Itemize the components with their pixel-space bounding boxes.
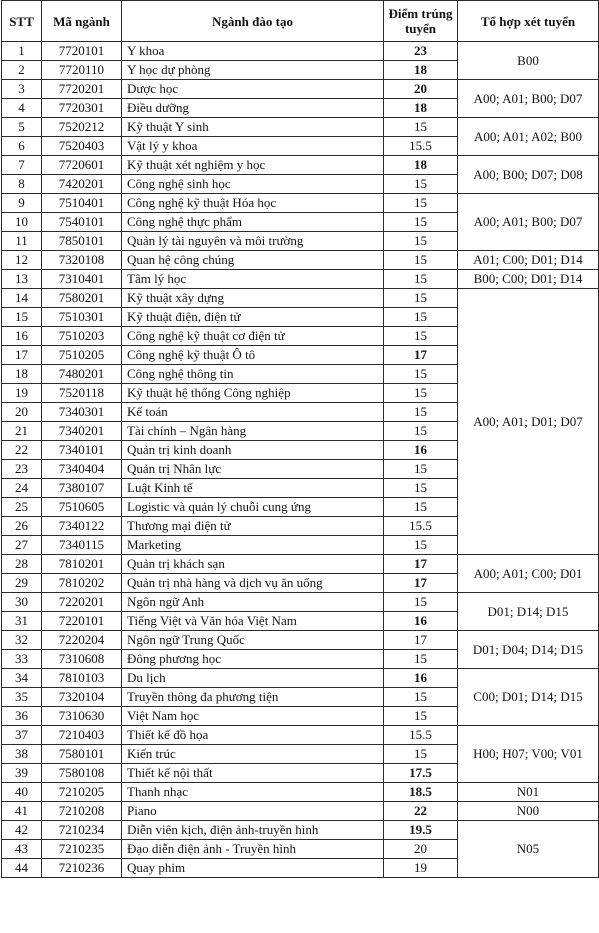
ma-nganh-cell: 7580108 <box>42 764 122 783</box>
header-nganh-dao-tao: Ngành đào tạo <box>122 1 384 42</box>
diem-cell: 16 <box>384 669 458 688</box>
diem-cell: 15 <box>384 308 458 327</box>
stt-cell: 32 <box>2 631 42 650</box>
nganh-cell: Việt Nam học <box>122 707 384 726</box>
ma-nganh-cell: 7580101 <box>42 745 122 764</box>
stt-cell: 30 <box>2 593 42 612</box>
ma-nganh-cell: 7310630 <box>42 707 122 726</box>
ma-nganh-cell: 7720101 <box>42 42 122 61</box>
table-row <box>2 669 599 688</box>
table-row <box>2 555 599 574</box>
diem-cell: 18 <box>384 99 458 118</box>
ma-nganh-cell: 7720601 <box>42 156 122 175</box>
stt-cell: 1 <box>2 42 42 61</box>
stt-cell: 12 <box>2 251 42 270</box>
stt-cell: 19 <box>2 384 42 403</box>
to-hop-cell: D01; D14; D15 <box>458 593 599 631</box>
to-hop-cell: A00; A01; A02; B00 <box>458 118 599 156</box>
nganh-cell: Tâm lý học <box>122 270 384 289</box>
table-row <box>2 631 599 650</box>
diem-cell: 17 <box>384 555 458 574</box>
ma-nganh-cell: 7520403 <box>42 137 122 156</box>
diem-cell: 17 <box>384 574 458 593</box>
table-row <box>2 251 599 270</box>
ma-nganh-cell: 7210403 <box>42 726 122 745</box>
stt-cell: 6 <box>2 137 42 156</box>
to-hop-cell: A00; B00; D07; D08 <box>458 156 599 194</box>
nganh-cell: Quản lý tài nguyên và môi trường <box>122 232 384 251</box>
diem-cell: 22 <box>384 802 458 821</box>
diem-cell: 17 <box>384 631 458 650</box>
to-hop-cell: H00; H07; V00; V01 <box>458 726 599 783</box>
ma-nganh-cell: 7380107 <box>42 479 122 498</box>
diem-cell: 15.5 <box>384 726 458 745</box>
ma-nganh-cell: 7210234 <box>42 821 122 840</box>
nganh-cell: Điều dưỡng <box>122 99 384 118</box>
nganh-cell: Truyền thông đa phương tiện <box>122 688 384 707</box>
stt-cell: 17 <box>2 346 42 365</box>
header-diem-trung-tuyen: Điểm trúng tuyển <box>384 1 458 42</box>
diem-cell: 15 <box>384 213 458 232</box>
admission-scores-table <box>1 0 599 878</box>
nganh-cell: Đông phương học <box>122 650 384 669</box>
stt-cell: 41 <box>2 802 42 821</box>
stt-cell: 23 <box>2 460 42 479</box>
ma-nganh-cell: 7520212 <box>42 118 122 137</box>
nganh-cell: Công nghệ thực phẩm <box>122 213 384 232</box>
stt-cell: 34 <box>2 669 42 688</box>
stt-cell: 15 <box>2 308 42 327</box>
ma-nganh-cell: 7510205 <box>42 346 122 365</box>
stt-cell: 40 <box>2 783 42 802</box>
to-hop-cell: C00; D01; D14; D15 <box>458 669 599 726</box>
ma-nganh-cell: 7420201 <box>42 175 122 194</box>
diem-cell: 16 <box>384 441 458 460</box>
diem-cell: 15 <box>384 650 458 669</box>
diem-cell: 15 <box>384 194 458 213</box>
header-stt: STT <box>2 1 42 42</box>
ma-nganh-cell: 7520118 <box>42 384 122 403</box>
nganh-cell: Logistic và quản lý chuỗi cung ứng <box>122 498 384 517</box>
nganh-cell: Piano <box>122 802 384 821</box>
nganh-cell: Y khoa <box>122 42 384 61</box>
ma-nganh-cell: 7720201 <box>42 80 122 99</box>
ma-nganh-cell: 7850101 <box>42 232 122 251</box>
ma-nganh-cell: 7720110 <box>42 61 122 80</box>
diem-cell: 15 <box>384 327 458 346</box>
table-row <box>2 270 599 289</box>
nganh-cell: Luật Kinh tế <box>122 479 384 498</box>
diem-cell: 15 <box>384 707 458 726</box>
stt-cell: 9 <box>2 194 42 213</box>
table-row <box>2 156 599 175</box>
nganh-cell: Y học dự phòng <box>122 61 384 80</box>
ma-nganh-cell: 7340301 <box>42 403 122 422</box>
ma-nganh-cell: 7540101 <box>42 213 122 232</box>
ma-nganh-cell: 7810103 <box>42 669 122 688</box>
stt-cell: 31 <box>2 612 42 631</box>
nganh-cell: Thương mại điện tử <box>122 517 384 536</box>
nganh-cell: Quan hệ công chúng <box>122 251 384 270</box>
ma-nganh-cell: 7320104 <box>42 688 122 707</box>
table-row <box>2 42 599 61</box>
diem-cell: 16 <box>384 612 458 631</box>
stt-cell: 3 <box>2 80 42 99</box>
stt-cell: 42 <box>2 821 42 840</box>
diem-cell: 20 <box>384 840 458 859</box>
ma-nganh-cell: 7510605 <box>42 498 122 517</box>
diem-cell: 15.5 <box>384 137 458 156</box>
nganh-cell: Marketing <box>122 536 384 555</box>
ma-nganh-cell: 7210235 <box>42 840 122 859</box>
ma-nganh-cell: 7340115 <box>42 536 122 555</box>
stt-cell: 33 <box>2 650 42 669</box>
stt-cell: 21 <box>2 422 42 441</box>
to-hop-cell: N01 <box>458 783 599 802</box>
diem-cell: 17.5 <box>384 764 458 783</box>
diem-cell: 15 <box>384 270 458 289</box>
nganh-cell: Diễn viên kịch, điện ảnh-truyền hình <box>122 821 384 840</box>
table-row <box>2 821 599 840</box>
nganh-cell: Công nghệ kỹ thuật Ô tô <box>122 346 384 365</box>
stt-cell: 4 <box>2 99 42 118</box>
table-row <box>2 289 599 308</box>
to-hop-cell: B00 <box>458 42 599 80</box>
diem-cell: 15 <box>384 422 458 441</box>
stt-cell: 16 <box>2 327 42 346</box>
diem-cell: 15 <box>384 118 458 137</box>
diem-cell: 15.5 <box>384 517 458 536</box>
ma-nganh-cell: 7720301 <box>42 99 122 118</box>
table-row <box>2 194 599 213</box>
ma-nganh-cell: 7220101 <box>42 612 122 631</box>
table-row <box>2 593 599 612</box>
nganh-cell: Quay phim <box>122 859 384 878</box>
ma-nganh-cell: 7810201 <box>42 555 122 574</box>
to-hop-cell: A00; A01; C00; D01 <box>458 555 599 593</box>
diem-cell: 15 <box>384 688 458 707</box>
nganh-cell: Thiết kế nội thất <box>122 764 384 783</box>
to-hop-cell: N05 <box>458 821 599 878</box>
nganh-cell: Quản trị nhà hàng và dịch vụ ăn uống <box>122 574 384 593</box>
nganh-cell: Kỹ thuật Y sinh <box>122 118 384 137</box>
diem-cell: 15 <box>384 403 458 422</box>
stt-cell: 10 <box>2 213 42 232</box>
to-hop-cell: A00; A01; B00; D07 <box>458 194 599 251</box>
stt-cell: 11 <box>2 232 42 251</box>
stt-cell: 38 <box>2 745 42 764</box>
nganh-cell: Kỹ thuật hệ thống Công nghiệp <box>122 384 384 403</box>
stt-cell: 29 <box>2 574 42 593</box>
nganh-cell: Kiến trúc <box>122 745 384 764</box>
stt-cell: 7 <box>2 156 42 175</box>
diem-cell: 15 <box>384 745 458 764</box>
ma-nganh-cell: 7510301 <box>42 308 122 327</box>
diem-cell: 15 <box>384 175 458 194</box>
ma-nganh-cell: 7210205 <box>42 783 122 802</box>
ma-nganh-cell: 7340404 <box>42 460 122 479</box>
table-row <box>2 783 599 802</box>
stt-cell: 44 <box>2 859 42 878</box>
nganh-cell: Ngôn ngữ Trung Quốc <box>122 631 384 650</box>
ma-nganh-cell: 7510203 <box>42 327 122 346</box>
diem-cell: 18 <box>384 61 458 80</box>
nganh-cell: Quản trị khách sạn <box>122 555 384 574</box>
to-hop-cell: A00; A01; D01; D07 <box>458 289 599 555</box>
ma-nganh-cell: 7340201 <box>42 422 122 441</box>
ma-nganh-cell: 7310401 <box>42 270 122 289</box>
stt-cell: 28 <box>2 555 42 574</box>
nganh-cell: Du lịch <box>122 669 384 688</box>
diem-cell: 15 <box>384 498 458 517</box>
ma-nganh-cell: 7340122 <box>42 517 122 536</box>
stt-cell: 27 <box>2 536 42 555</box>
nganh-cell: Kế toán <box>122 403 384 422</box>
diem-cell: 15 <box>384 289 458 308</box>
table-row <box>2 802 599 821</box>
header-to-hop-xet-tuyen: Tổ hợp xét tuyển <box>458 1 599 42</box>
stt-cell: 14 <box>2 289 42 308</box>
stt-cell: 2 <box>2 61 42 80</box>
ma-nganh-cell: 7210208 <box>42 802 122 821</box>
nganh-cell: Thanh nhạc <box>122 783 384 802</box>
nganh-cell: Kỹ thuật xây dựng <box>122 289 384 308</box>
stt-cell: 18 <box>2 365 42 384</box>
table-row <box>2 118 599 137</box>
stt-cell: 24 <box>2 479 42 498</box>
to-hop-cell: B00; C00; D01; D14 <box>458 270 599 289</box>
nganh-cell: Kỹ thuật xét nghiệm y học <box>122 156 384 175</box>
nganh-cell: Ngôn ngữ Anh <box>122 593 384 612</box>
ma-nganh-cell: 7320108 <box>42 251 122 270</box>
nganh-cell: Tài chính – Ngân hàng <box>122 422 384 441</box>
ma-nganh-cell: 7220201 <box>42 593 122 612</box>
diem-cell: 23 <box>384 42 458 61</box>
diem-cell: 18.5 <box>384 783 458 802</box>
stt-cell: 8 <box>2 175 42 194</box>
nganh-cell: Tiếng Việt và Văn hóa Việt Nam <box>122 612 384 631</box>
stt-cell: 36 <box>2 707 42 726</box>
ma-nganh-cell: 7310608 <box>42 650 122 669</box>
diem-cell: 15 <box>384 251 458 270</box>
stt-cell: 39 <box>2 764 42 783</box>
ma-nganh-cell: 7480201 <box>42 365 122 384</box>
table-row <box>2 726 599 745</box>
nganh-cell: Kỹ thuật điện, điện tử <box>122 308 384 327</box>
header-ma-nganh: Mã ngành <box>42 1 122 42</box>
stt-cell: 43 <box>2 840 42 859</box>
diem-cell: 20 <box>384 80 458 99</box>
stt-cell: 13 <box>2 270 42 289</box>
stt-cell: 5 <box>2 118 42 137</box>
nganh-cell: Đạo diễn điện ảnh - Truyền hình <box>122 840 384 859</box>
stt-cell: 25 <box>2 498 42 517</box>
stt-cell: 22 <box>2 441 42 460</box>
stt-cell: 37 <box>2 726 42 745</box>
diem-cell: 15 <box>384 460 458 479</box>
stt-cell: 26 <box>2 517 42 536</box>
to-hop-cell: A00; A01; B00; D07 <box>458 80 599 118</box>
stt-cell: 35 <box>2 688 42 707</box>
diem-cell: 18 <box>384 156 458 175</box>
ma-nganh-cell: 7340101 <box>42 441 122 460</box>
to-hop-cell: A01; C00; D01; D14 <box>458 251 599 270</box>
ma-nganh-cell: 7580201 <box>42 289 122 308</box>
ma-nganh-cell: 7810202 <box>42 574 122 593</box>
nganh-cell: Công nghệ kỹ thuật cơ điện tử <box>122 327 384 346</box>
table-row <box>2 80 599 99</box>
nganh-cell: Quản trị Nhân lực <box>122 460 384 479</box>
nganh-cell: Dược học <box>122 80 384 99</box>
diem-cell: 15 <box>384 479 458 498</box>
diem-cell: 19.5 <box>384 821 458 840</box>
diem-cell: 15 <box>384 384 458 403</box>
nganh-cell: Vật lý y khoa <box>122 137 384 156</box>
ma-nganh-cell: 7220204 <box>42 631 122 650</box>
nganh-cell: Công nghệ kỹ thuật Hóa học <box>122 194 384 213</box>
nganh-cell: Quản trị kinh doanh <box>122 441 384 460</box>
to-hop-cell: N00 <box>458 802 599 821</box>
table-header <box>2 1 599 42</box>
diem-cell: 19 <box>384 859 458 878</box>
diem-cell: 15 <box>384 593 458 612</box>
to-hop-cell: D01; D04; D14; D15 <box>458 631 599 669</box>
diem-cell: 15 <box>384 365 458 384</box>
nganh-cell: Thiết kế đồ họa <box>122 726 384 745</box>
header-row <box>2 1 599 42</box>
diem-cell: 15 <box>384 232 458 251</box>
nganh-cell: Công nghệ thông tin <box>122 365 384 384</box>
stt-cell: 20 <box>2 403 42 422</box>
diem-cell: 17 <box>384 346 458 365</box>
ma-nganh-cell: 7210236 <box>42 859 122 878</box>
table-body <box>2 42 599 878</box>
nganh-cell: Công nghệ sinh học <box>122 175 384 194</box>
diem-cell: 15 <box>384 536 458 555</box>
ma-nganh-cell: 7510401 <box>42 194 122 213</box>
